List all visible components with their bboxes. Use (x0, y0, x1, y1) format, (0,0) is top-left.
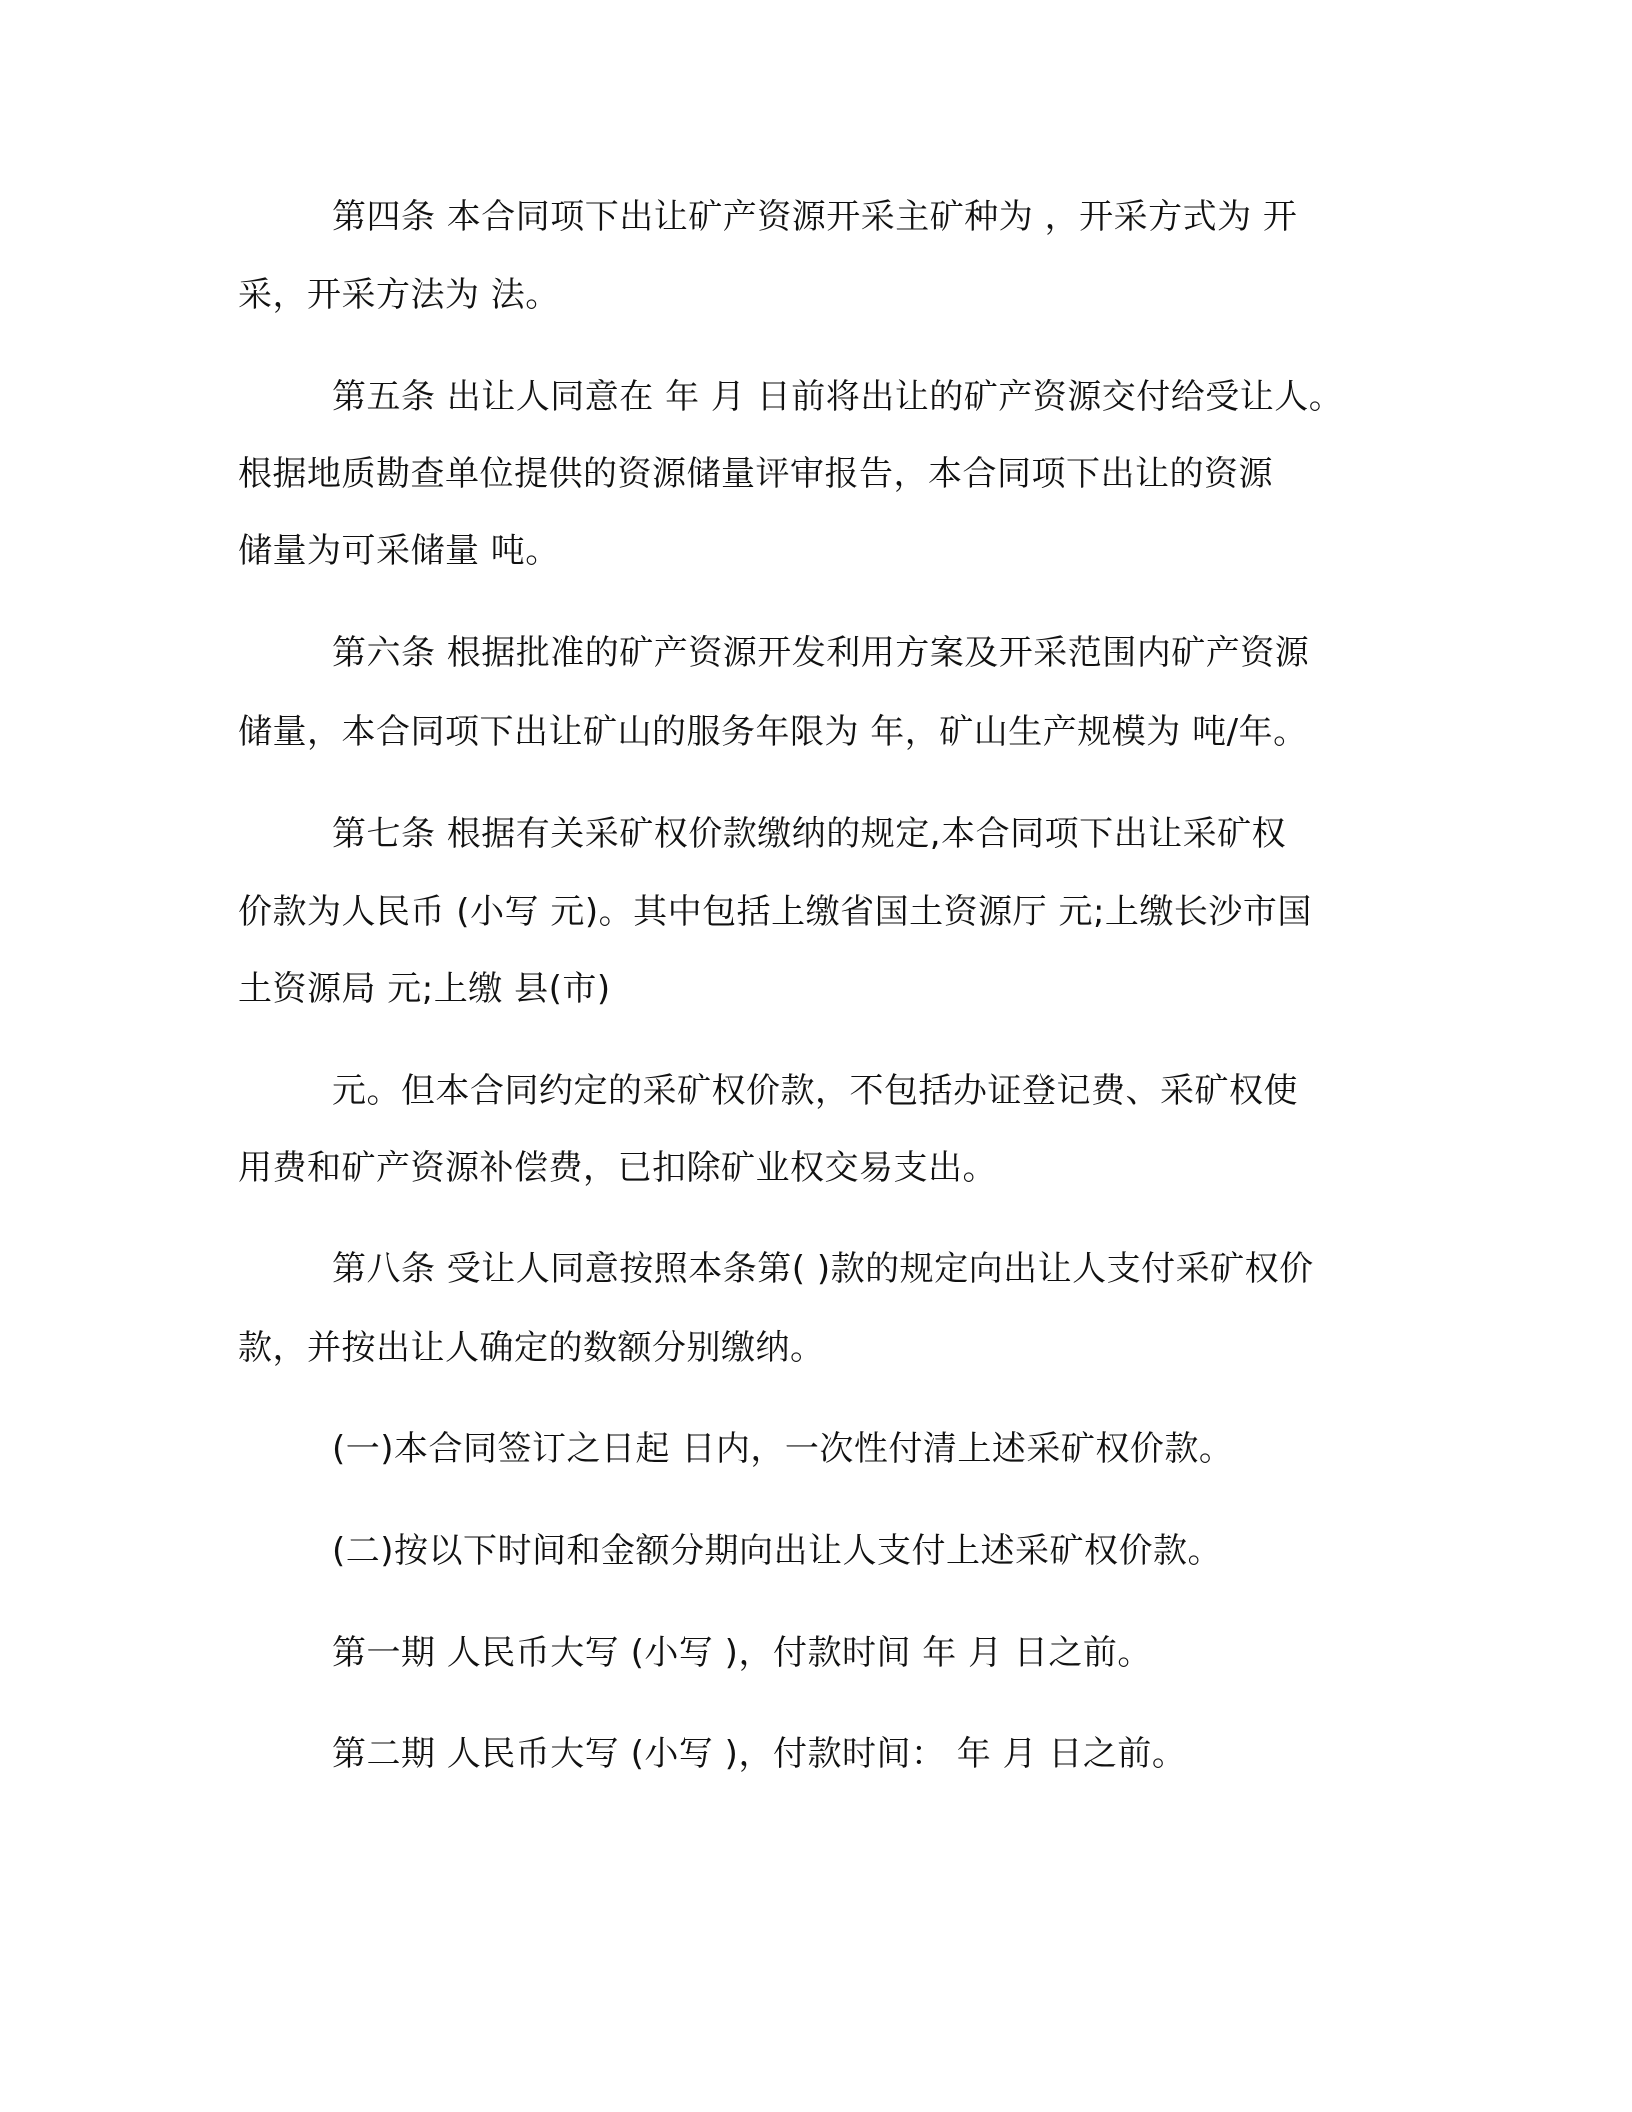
article-6-line-2: 储量，本合同项下出让矿山的服务年限为 年，矿山生产规模为 吨/年。 (238, 712, 1308, 752)
article-7-line-2: 价款为人民币 (小写 元)。其中包括上缴省国土资源厅 元;上缴长沙市国 (238, 892, 1312, 932)
article-8-line-2: 款，并按出让人确定的数额分别缴纳。 (238, 1328, 825, 1368)
article-4-line-2: 采，开采方法为 法。 (238, 275, 560, 315)
article-8-line-1: 第八条 受让人同意按照本条第( )款的规定向出让人支付采矿权价 (332, 1249, 1314, 1289)
article-5-line-1: 第五条 出让人同意在 年 月 日前将出让的矿产资源交付给受让人。 (332, 377, 1344, 417)
article-7-line-3: 土资源局 元;上缴 县(市) (238, 969, 611, 1009)
installment-1-line: 第一期 人民币大写 (小写 )，付款时间 年 月 日之前。 (332, 1633, 1152, 1673)
article-5-line-3: 储量为可采储量 吨。 (238, 531, 560, 571)
clause-1-line: (一)本合同签订之日起 日内，一次性付清上述采矿权价款。 (332, 1429, 1234, 1469)
article-5-line-2: 根据地质勘查单位提供的资源储量评审报告，本合同项下出让的资源 (238, 454, 1273, 494)
article-7-cont-line-1: 元。但本合同约定的采矿权价款，不包括办证登记费、采矿权使 (332, 1071, 1298, 1111)
article-7-line-1: 第七条 根据有关采矿权价款缴纳的规定,本合同项下出让采矿权 (332, 814, 1287, 854)
article-6-line-1: 第六条 根据批准的矿产资源开发利用方案及开采范围内矿产资源 (332, 633, 1310, 673)
installment-2-line: 第二期 人民币大写 (小写 )，付款时间： 年 月 日之前。 (332, 1734, 1187, 1774)
clause-2-line: (二)按以下时间和金额分期向出让人支付上述采矿权价款。 (332, 1531, 1223, 1571)
article-4-line-1: 第四条 本合同项下出让矿产资源开采主矿种为 ，开采方式为 开 (332, 197, 1298, 237)
article-7-cont-line-2: 用费和矿产资源补偿费，已扣除矿业权交易支出。 (238, 1148, 997, 1188)
